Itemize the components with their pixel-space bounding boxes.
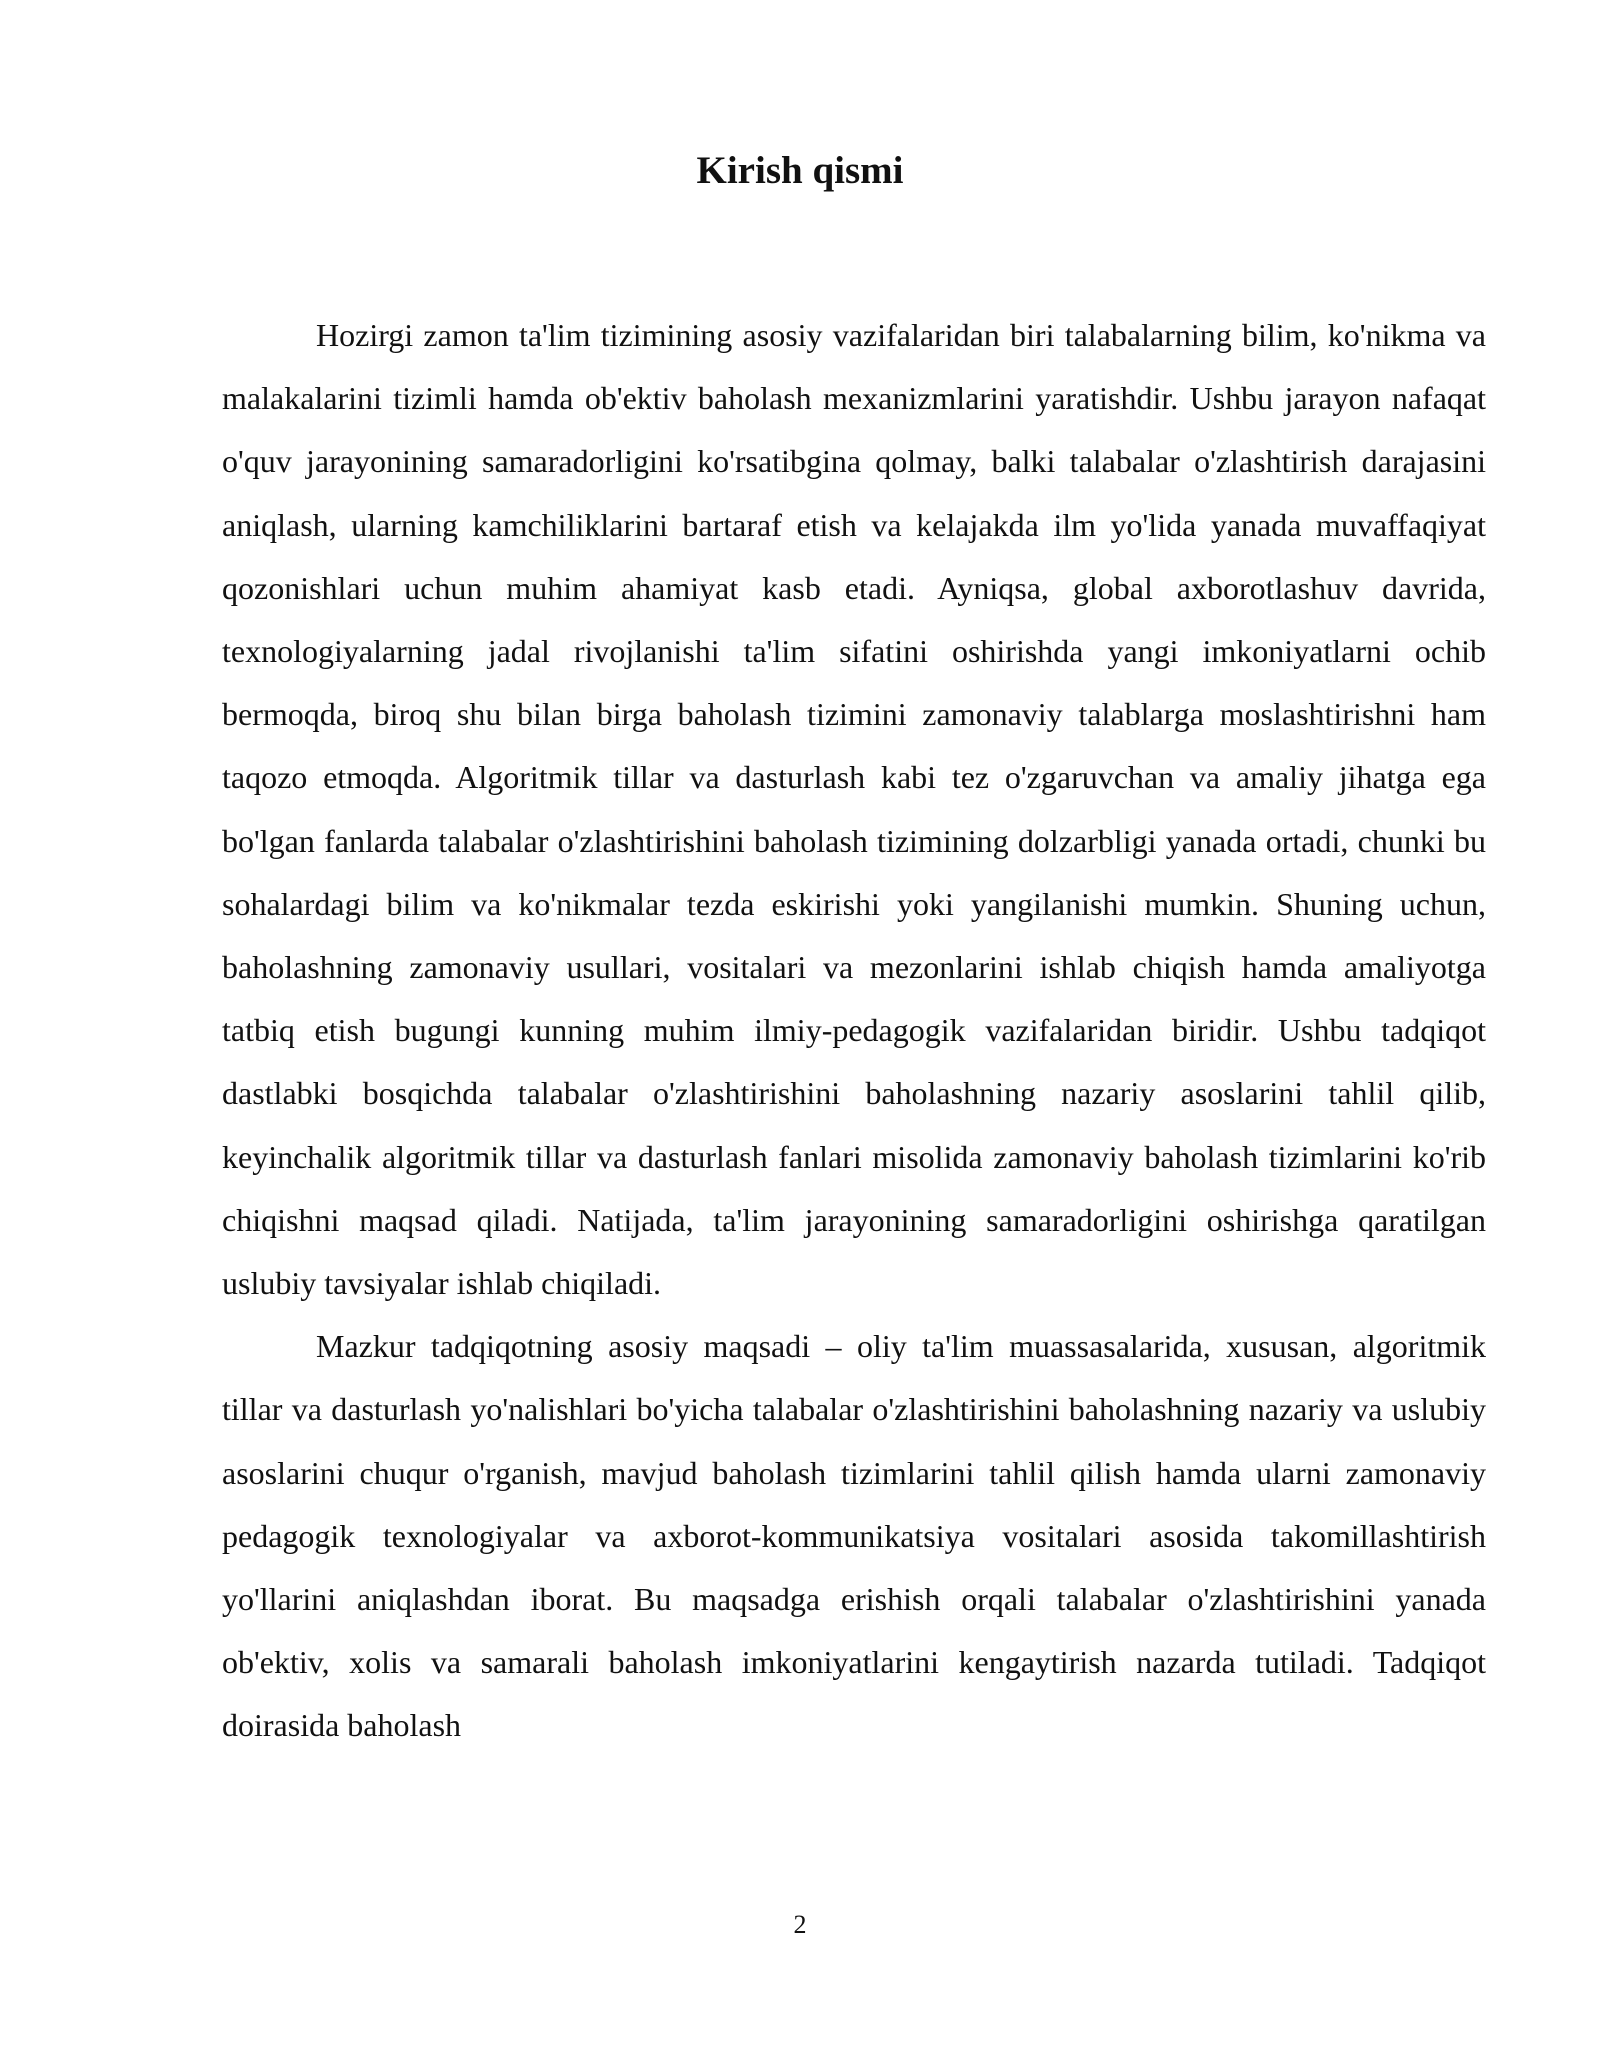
page-title: Kirish qismi xyxy=(696,149,904,192)
page-number: 2 xyxy=(793,1910,807,1939)
paragraph-intro: Hozirgi zamon ta'lim tizimining asosiy vazifalaridan biri talabalarning bilim, ko'nikma va malakalarini tizimli hamda ob'ektiv baholash mexanizmlarini yaratishdir. Ushbu jarayon nafaqat o'quv jarayonining samaradorligini ko'rsatibgina qolmay, balki talabalar o'zlashtirish darajasini aniqlash, ularning kamchiliklarini bartaraf etish va kelajakda ilm yo'lida yanada muvaffaqiyat qozonishlari uchun muhim ahamiyat kasb etadi. Ayniqsa, global axborotlashuv davrida, texnologiyalarning jadal rivojlanishi ta'lim sifatini oshirishda yangi imkoniyatlarni ochib bermoqda, biroq shu bilan birga baholash tizimini zamonaviy talablarga moslashtirishni ham taqozo etmoqda. Algoritmik tillar va dasturlash kabi tez o'zgaruvchan va amaliy jihatga ega bo'lgan fanlarda talabalar o'zlashtirishini baholash tizimining dolzarbligi yanada ortadi, chunki bu sohalardagi bilim va ko'nikmalar tezda eskirishi yoki yangilanishi mumkin. Shuning uchun, baholashning zamonaviy usullari, vositalari va mezonlarini ishlab chiqish hamda amaliyotga tatbiq etish bugungi kunning muhim ilmiy-pedagogik vazifalaridan biridir. Ushbu tadqiqot dastlabki bosqichda talabalar o'zlashtirishini baholashning nazariy asoslarini tahlil qilib, keyinchalik algoritmik tillar va dasturlash fanlari misolida zamonaviy baholash tizimlarini ko'rib chiqishni maqsad qiladi. Natijada, ta'lim jarayonining samaradorligini oshirishga qaratilgan uslubiy tavsiyalar ishlab chiqiladi. xyxy=(222,317,1486,1302)
paragraph-goal: Mazkur tadqiqotning asosiy maqsadi – oliy ta'lim muassasalarida, xususan, algoritmik tillar va dasturlash yo'nalishlari bo'yicha talabalar o'zlashtirishini baholashning nazariy va uslubiy asoslarini chuqur o'rganish, mavjud baholash tizimlarini tahlil qilish hamda ularni zamonaviy pedagogik texnologiyalar va axborot-kommunikatsiya vositalari asosida takomillashtirish yo'llarini aniqlashdan iborat. Bu maqsadga erishish orqali talabalar o'zlashtirishini yanada ob'ektiv, xolis va samarali baholash imkoniyatlarini kengaytirish nazarda tutiladi. Tadqiqot doirasida baholash xyxy=(222,1328,1486,1744)
body-text xyxy=(222,304,1486,1758)
